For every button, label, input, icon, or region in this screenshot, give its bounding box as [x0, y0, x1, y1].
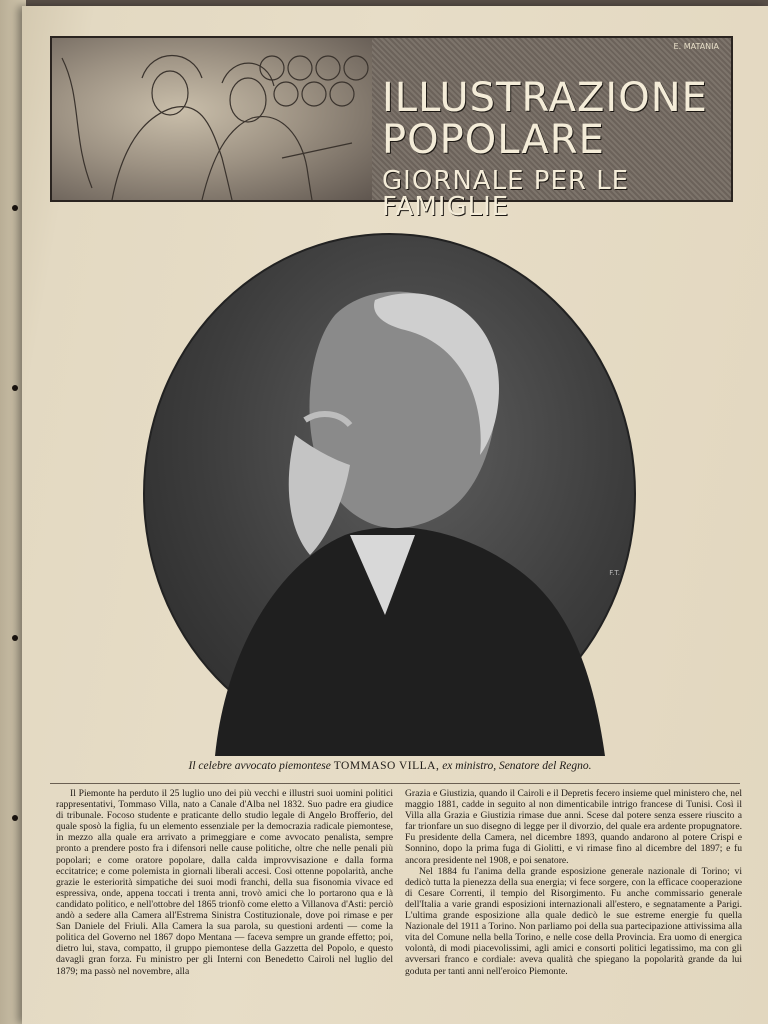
binding-hole: [12, 635, 18, 641]
title-line-2: POPOLARE: [382, 117, 605, 163]
title-line-3: GIORNALE PER LE FAMIGLIE: [382, 166, 630, 222]
caption-prefix: Il celebre avvocato piemontese: [188, 760, 331, 772]
masthead-title: [382, 75, 732, 222]
artist-signature: E. MATANIA: [673, 42, 719, 51]
binding-hole: [12, 205, 18, 211]
title-line-1: ILLUSTRAZIONE: [382, 75, 708, 121]
binding-hole: [12, 385, 18, 391]
caption-suffix: ex ministro, Senatore del Regno.: [442, 760, 592, 772]
article-paragraph: Il Piemonte ha perduto il 25 luglio uno dei più vecchi e illustri suoi uomini politici rappresentativi, Tommaso Villa, nato a Canale d'Alba nel 1832. Suo padre era giudice di tribunale. Focoso studente e praticante dello studio legale di Angelo Brofferio, del quale sposò la figlia, fu un elemento essenziale per la democrazia radicale piemontese, in mezzo alla quale era arrivato a primeggiare e come avvocato penalista, sempre pronto a prendere posto fra i difensori nelle cause politiche, oltre che nelle penali più popolari; e come oratore popolare, dalla calda improvvisazione e dalla forma eccitatrice; e come polemista in giornali liberali accesi. Così ottenne popolarità, anche grazie le esteriorità simpatiche dei suoi modi franchi, della sua fisonomia vivace ed espressiva, onde, appena toccati i trenta anni, trovò amici che lo portarono qua e là candidato politico, e nell'ottobre del 1865 trionfò come eletto a Villanova d'Asti: perciò andò a sedere alla Camera all'Estrema Sinistra Costituzionale, dove poi rimase e per San Daniele del Friuli. Alla Camera la sua parola, su questioni ardenti — come la politica del Governo nel 1867 dopo Mentana — faceva sempre un grande effetto; poi, dietro lui, stava, compatto, il gruppo piemontese della Gazzetta del Popolo, e questo davagli gran forza. Fu ministro per gli Interni con Benedetto Cairoli nel luglio del 1879; ma passò nel novembre, alla: [56, 788, 393, 977]
masthead-illustration: [52, 38, 372, 200]
article-body: [56, 788, 742, 1008]
article-paragraph: Nel 1884 fu l'anima della grande esposizione generale nazionale di Torino; vi dedicò tutta la pienezza della sua energia; vi fece sorgere, con la efficace cooperazione di Cesare Correnti, il tempio del Risorgimento. Fu anche commissario generale dell'Italia a varie grandi esposizioni internazionali all'estero, e segnatamente a Parigi. L'ultima grande esposizione alla quale dedicò le sue estreme energie fu quella Nazionale del 1911 a Torino. Non parliamo poi della sua partecipazione attivissima alla vita del Comune nella bella Torino, e nelle cose della Provincia. Era uomo di energica volontà, di modi piacevolissimi, agli amici e consorti politici legatissimo, ma con gli avversari franco e cordiale: aveva qualità che spiegano la popolarità grande da lui goduta per tanti anni nell'eroico Piemonte.: [405, 865, 742, 977]
article-column-2: [405, 788, 742, 1008]
divider-rule: [50, 783, 740, 784]
caption-name: TOMMASO VILLA,: [333, 760, 440, 772]
article-paragraph: Grazia e Giustizia, quando il Cairoli e il Depretis fecero insieme quel ministero che, nel maggio 1881, cadde in seguito al non dimenticabile intrigo francese di Tunisi. Così il Villa alla Grazia e Giustizia rimase due anni. Scese dal potere senza essere riuscito a far trionfare un suo disegno di legge per il divorzio, del quale era ardente propugnatore. Fu presidente della Camera, nel dicembre 1893, quando andarono al potere Crispi e Sonnino, dopo la prima fuga di Giolitti, e vi rimase fino al dicembre del 1897; e fu ancora presidente nel 1908, e poi senatore.: [405, 788, 742, 866]
photo-initials: F.T.: [609, 569, 620, 577]
article-column-1: [56, 788, 393, 1008]
masthead-banner: [50, 36, 733, 222]
portrait-caption: [70, 760, 710, 772]
portrait-photo: [143, 233, 636, 754]
binding-hole: [12, 815, 18, 821]
